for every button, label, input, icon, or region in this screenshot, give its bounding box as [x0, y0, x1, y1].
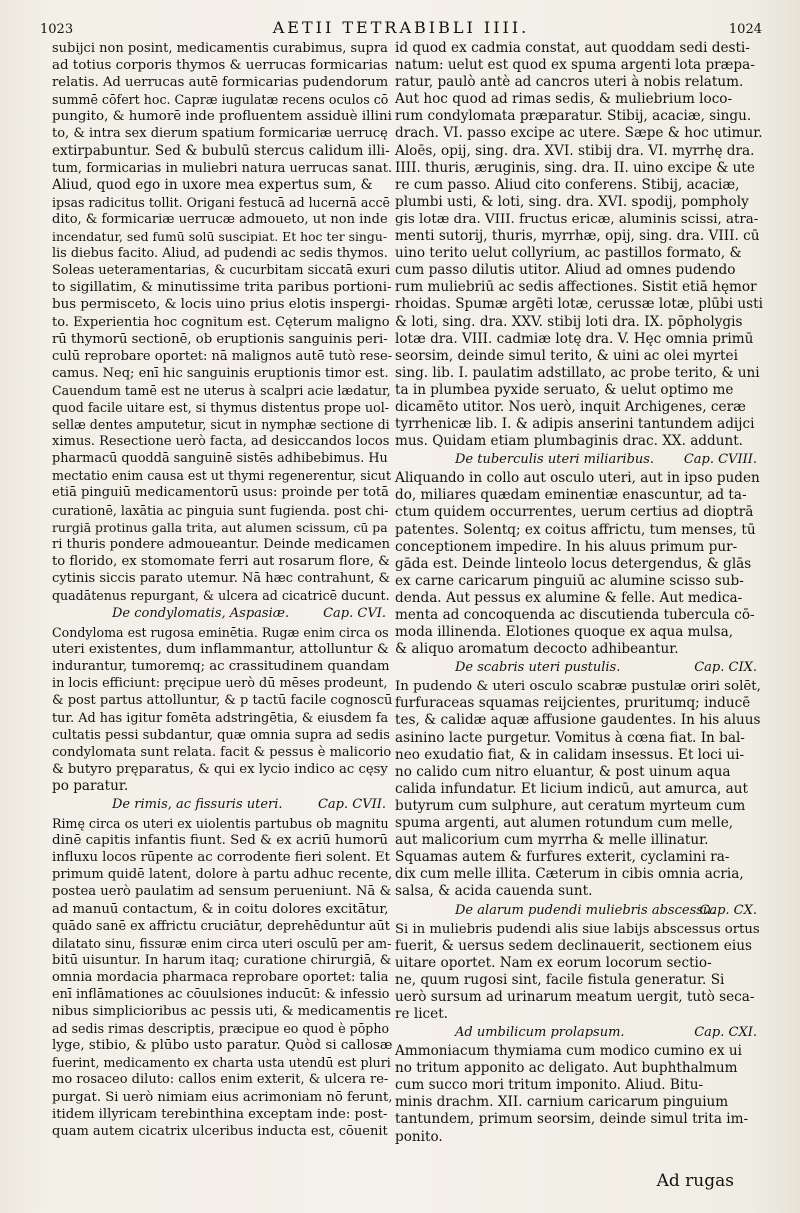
text-line: do, miliares quædam eminentiæ enascuntur, ad ta- [395, 487, 747, 504]
text-line: aut malicorium cum myrrha & melle illinatur. [395, 832, 709, 849]
text-line: no tritum apponito ac deligato. Aut buphthalmum [395, 1060, 738, 1077]
text-line: Aut hoc quod ad rimas sedis, & muliebrium loco- [395, 91, 733, 108]
text-line: & aliquo aromatum decocto adhibeantur. [395, 641, 679, 658]
text-line: ta in plumbea pyxide seruato, & uelut optimo me [395, 381, 734, 398]
text-line: itidem illyricam terebinthina exceptam inde: post- [52, 1106, 388, 1122]
text-line: lis diebus facito. Aliud, ad pudendi ac sedis thymos. [52, 246, 388, 262]
text-line: drach. VI. passo excipe ac utere. Sæpe & hoc utimur. [395, 125, 763, 142]
text-line: ri thuris pondere admoueantur. Deinde medicamen [52, 536, 391, 552]
text-line: incendatur, sed fumū solū suscipiat. Et hoc ter singu- [52, 229, 387, 245]
text-line: pungito, & humorē inde profluentem assiduè illini [52, 109, 392, 125]
text-line: rum condylomata præparatur. Stibij, acaciæ, singu. [395, 108, 752, 125]
text-line: primum quidē latent, dolore à partu adhuc recente, [52, 867, 392, 883]
text-line: lotæ dra. VIII. cadmiæ lotę dra. V. Hęc omnia primū [395, 330, 754, 347]
text-line: purgat. Si uerò nimiam eius acrimoniam nō ferunt, [52, 1089, 392, 1105]
text-line: to. Experientia hoc cognitum est. Cęterum maligno [52, 314, 390, 330]
text-line: rhoidas. Spumæ argēti lotæ, cerussæ lotæ, plūbi usti [395, 296, 763, 313]
text-line: pharmacū quoddā sanguinē sistēs adhibebimus. Hu [52, 451, 388, 467]
text-line: mo rosaceo diluto: callos enim exterit, & ulcera re- [52, 1072, 389, 1088]
text-line: cultatis pessi subdantur, quæ omnia supra ad sedis [52, 727, 390, 743]
text-line: relatis. Ad uerrucas autē formicarias pudendorum [52, 75, 389, 91]
text-line: condylomata sunt relata. facit & pessus è malicorio [52, 744, 392, 760]
text-line: cum succo mori tritum imponito. Aliud. Bitu- [395, 1077, 704, 1094]
text-line: ex carne caricarum pinguiū ac alumine scisso sub- [395, 572, 744, 589]
text-line: mectatio enim causa est ut thymi regenerentur, sicut [52, 468, 391, 484]
text-line: In pudendo & uteri osculo scabræ pustulæ oriri solēt, [395, 679, 761, 695]
running-title: AETII TETRABIBLI IIII. [272, 18, 530, 37]
text-line: sellæ dentes amputetur, sicut in nymphæ sectione di [52, 417, 390, 433]
left-column [52, 40, 392, 1140]
text-line: to, & intra sex dierum spatium formicariæ uerrucę [52, 126, 388, 142]
text-line: Aloēs, opij, sing. dra. XVI. stibij dra. VI. myrrhę dra. [395, 142, 755, 159]
text-line: Cauendum tamē est ne uterus à scalpri acie lædatur, [52, 382, 391, 398]
text-line: id quod ex cadmia constat, aut quoddam sedi desti- [395, 40, 750, 56]
chapter-number: Cap. CVI. [323, 606, 386, 622]
text-line: Rimę circa os uteri ex uiolentis partubus ob magnitu [52, 816, 389, 832]
text-line: ad sedis rimas descriptis, præcipue eo quod è pōpho [52, 1021, 390, 1037]
chapter-heading [395, 451, 763, 469]
text-line: cum passo dilutis utitor. Aliud ad omnes pudendo [395, 262, 736, 279]
chapter-title: De alarum pudendi muliebris abscessu. [455, 902, 716, 918]
chapter-number: Cap. CX. [699, 902, 757, 918]
text-line: dicamēto utitor. Nos uerò, inquit Archigenes, ceræ [395, 398, 746, 415]
text-line: seorsim, deinde simul terito, & uini ac olei myrtei [395, 347, 738, 364]
text-line: po paratur. [52, 777, 129, 794]
text-line: ratur, paulò antè ad cancros uteri à nobis relatum. [395, 74, 744, 91]
text-line: plumbi usti, & loti, sing. dra. XVI. spodij, pompholy [395, 193, 749, 210]
page-number-right: 1024 [728, 22, 762, 37]
text-line: sing. lib. I. paulatim adstillato, ac probe terito, & uni [395, 364, 760, 381]
text-line: curationē, laxātia ac pinguia sunt fugienda. post chi- [52, 502, 389, 518]
text-line: uerò sursum ad urinarum meatum uergit, tutò seca- [395, 988, 755, 1005]
text-line: minis drachm. XII. carnium caricarum pinguium [395, 1094, 729, 1111]
text-line: tyrrhenicæ lib. I. & adipis anserini tantundem adijci [395, 416, 755, 433]
text-line: quādo sanē ex affrictu cruciātur, deprehēduntur aūt [52, 918, 390, 934]
text-line: cytinis siccis parato utemur. Nā hæc contrahunt, & [52, 570, 391, 586]
text-line: postea uerò paulatim ad sensum perueniunt. Nā & [52, 884, 392, 900]
text-line: fuerint, medicamento ex charta usta utendū est pluri [52, 1055, 391, 1071]
text-line: no calido cum nitro eluantur, & post uinum aqua [395, 763, 731, 780]
text-line: omnia mordacia pharmaca reprobare oportet: talia [52, 969, 389, 985]
text-line: culū reprobare oportet: nā malignos autē tutò rese- [52, 348, 392, 364]
text-line: lyge, stibio, & plūbo usto paratur. Quòd si callosæ [52, 1038, 392, 1054]
text-line: calida infundatur. Et licium indicū, aut amurca, aut [395, 780, 748, 797]
text-line: influxu locos rūpente ac corrodente fieri solent. Et [52, 850, 390, 866]
text-line: Squamas autem & furfures exterit, cyclamini ra- [395, 849, 730, 866]
text-line: denda. Aut pessus ex alumine & felle. Aut medica- [395, 589, 743, 606]
chapter-number: Cap. CVII. [317, 797, 386, 813]
text-line: neo exudatio fiat, & in calidam insessus. Et loci ui- [395, 746, 745, 763]
right-column [395, 40, 763, 1146]
text-line: Aliquando in collo aut osculo uteri, aut in ipso puden [395, 470, 760, 487]
text-line: menta ad concoquenda ac discutienda tubercula cō- [395, 607, 755, 623]
text-line: ad manuū contactum, & in coitu dolores excitātur, [52, 901, 389, 917]
text-line: etiā pinguiū medicamentorū usus: proinde per totā [52, 485, 389, 501]
text-line: to florido, ex stomomate ferri aut rosarum flore, & [52, 553, 390, 569]
text-line: rum muliebriū ac sedis affectiones. Sistit etiā hęmor [395, 279, 757, 296]
text-line: IIII. thuris, æruginis, sing. dra. II. uino excipe & ute [395, 159, 755, 176]
text-line: bus permisceto, & locis uino prius elotis inspergi- [52, 297, 390, 313]
chapter-title: De scabris uteri pustulis. [455, 660, 621, 676]
text-line: asinino lacte purgetur. Vomitus à cœna fiat. In bal- [395, 729, 745, 746]
text-line: ne, quum rugosi sint, facile fistula generatur. Si [395, 971, 725, 988]
text-line: tantundem, primum seorsim, deinde simul trita im- [395, 1111, 749, 1128]
chapter-number: Cap. CIX. [694, 660, 757, 676]
text-line: menti sutorij, thuris, myrrhæ, opij, sing. dra. VIII. cū [395, 228, 760, 245]
chapter-title: De tuberculis uteri miliaribus. [455, 452, 655, 468]
text-line: extirpabuntur. Sed & bubulū stercus calidum illi- [52, 142, 390, 159]
text-line: gāda est. Deinde linteolo locus detergendus, & glās [395, 555, 752, 572]
text-line: Si in muliebris pudendi alis siue labijs abscessus ortus [395, 921, 760, 937]
text-line: quam autem cicatrix ulceribus inducta est, cōuenit [52, 1123, 388, 1139]
text-line: dilatato sinu, fissuræ enim circa uteri osculū per am- [52, 935, 392, 951]
chapter-heading [395, 659, 763, 677]
text-line: gis lotæ dra. VIII. fructus ericæ, aluminis scissi, atra- [395, 211, 759, 227]
text-line: re cum passo. Aliud cito conferens. Stibij, acaciæ, [395, 176, 740, 193]
text-line: tes, & calidæ aquæ affusione gaudentes. In his aluus [395, 712, 761, 729]
text-line: moda illinenda. Elotiones quoque ex aqua mulsa, [395, 624, 734, 641]
text-line: uteri existentes, dum inflammantur, attolluntur & [52, 642, 389, 658]
chapter-title: De rimis, ac fissuris uteri. [112, 797, 283, 813]
text-line: quadātenus repurgant, & ulcera ad cicatricē ducunt. [52, 588, 390, 603]
text-line: fuerit, & uersus sedem declinauerit, sectionem eius [395, 937, 752, 954]
text-line: butyrum cum sulphure, aut ceratum myrteum cum [395, 797, 746, 814]
chapter-title: De condylomatis, Aspasiæ. [112, 606, 290, 622]
text-line: Aliud, quod ego in uxore mea expertus sum, & [52, 176, 373, 193]
text-line: & butyro pręparatus, & qui ex lycio indico ac cęsy [52, 761, 388, 777]
text-line: ad totius corporis thymos & uerrucas formicarias [52, 58, 388, 74]
text-line: Condyloma est rugosa eminētia. Rugæ enim circa os [52, 625, 389, 641]
text-line: ximus. Resectione uerò facta, ad desiccandos locos [52, 434, 390, 450]
text-line: rurgiā protinus galla trita, aut alumen scissum, cū pa [52, 519, 388, 535]
chapter-heading [52, 796, 392, 814]
text-line: Soleas ueteramentarias, & cucurbitam siccatā exuri [52, 263, 391, 279]
text-line: indurantur, tumoremq; ac crassitudinem quandam [52, 659, 390, 675]
text-line: camus. Neq; enī hic sanguinis eruptionis timor est. [52, 365, 389, 381]
text-line: dinē capitis infantis fiunt. Sed & ex acriū humorū [52, 833, 389, 849]
chapter-number: Cap. CVIII. [683, 452, 757, 468]
text-line: ponito. [395, 1128, 443, 1145]
text-line: ctum quidem occurrentes, uerum certius ad dioptrā [395, 504, 754, 521]
page-number-left: 1023 [40, 22, 74, 37]
text-line: patentes. Solentq; ex coitus affrictu, tum menses, tū [395, 521, 756, 538]
text-line: summē cōfert hoc. Capræ iugulatæ recens oculos cō [52, 92, 389, 108]
text-line: nibus simplicioribus ac pessis uti, & medicamentis [52, 1004, 391, 1020]
text-line: conceptionem impedire. In his aluus primum pur- [395, 538, 738, 555]
text-line: bitū uisuntur. In harum itaq; curatione chirurgiā, & [52, 952, 392, 968]
text-line: & loti, sing. dra. XXV. stibij loti dra. IX. pōpholygis [395, 313, 743, 330]
text-line: enī inflāmationes ac cōuulsiones inducūt: & infessio [52, 986, 390, 1002]
text-line: natum: uelut est quod ex spuma argenti lota præpa- [395, 57, 755, 74]
text-line: dix cum melle illita. Cæterum in cibis omnia acria, [395, 866, 744, 883]
chapter-heading [395, 902, 763, 920]
text-line: dito, & formicariæ uerrucæ admoueto, ut non inde [52, 211, 388, 227]
chapter-title: Ad umbilicum prolapsum. [455, 1025, 625, 1041]
text-line: in locis efficiunt: pręcipue uerò dū mēses prodeunt, [52, 676, 388, 692]
catchword: Ad rugas [656, 1171, 734, 1191]
chapter-heading [52, 605, 392, 623]
text-line: rū thymorū sectionē, ob eruptionis sanguinis peri- [52, 331, 388, 347]
text-line: to sigillatim, & minutissime trita paribus portioni- [52, 280, 392, 296]
text-line: tur. Ad has igitur fomēta adstringētia, & eiusdem fa [52, 710, 389, 726]
text-line: mus. Quidam etiam plumbaginis drac. XX. addunt. [395, 433, 744, 450]
text-line: tum, formicarias in muliebri natura uerrucas sanat. [52, 160, 392, 176]
text-line: uino terito uelut collyrium, ac pastillos formato, & [395, 245, 742, 262]
text-line: spuma argenti, aut alumen rotundum cum melle, [395, 815, 734, 832]
text-line: subijci non posint, medicamentis curabimus, supra [52, 41, 388, 56]
chapter-number: Cap. CXI. [694, 1025, 757, 1041]
text-line: salsa, & acida cauenda sunt. [395, 883, 593, 900]
chapter-heading [395, 1024, 763, 1042]
text-line: uitare oportet. Nam ex eorum locorum sectio- [395, 954, 712, 971]
text-line: re licet. [395, 1005, 449, 1022]
text-line: furfuraceas squamas reijcientes, pruritumq; inducē [395, 695, 751, 712]
text-line: quod facile uitare est, si thymus distentus prope uol- [52, 399, 389, 415]
text-line: & post partus attolluntur, & p tactū facile cognoscū [52, 693, 392, 709]
text-line: ipsas radicitus tollit. Origani festucā ad lucernā accē [52, 194, 390, 210]
text-line: Ammoniacum thymiama cum modico cumino ex ui [395, 1043, 742, 1060]
